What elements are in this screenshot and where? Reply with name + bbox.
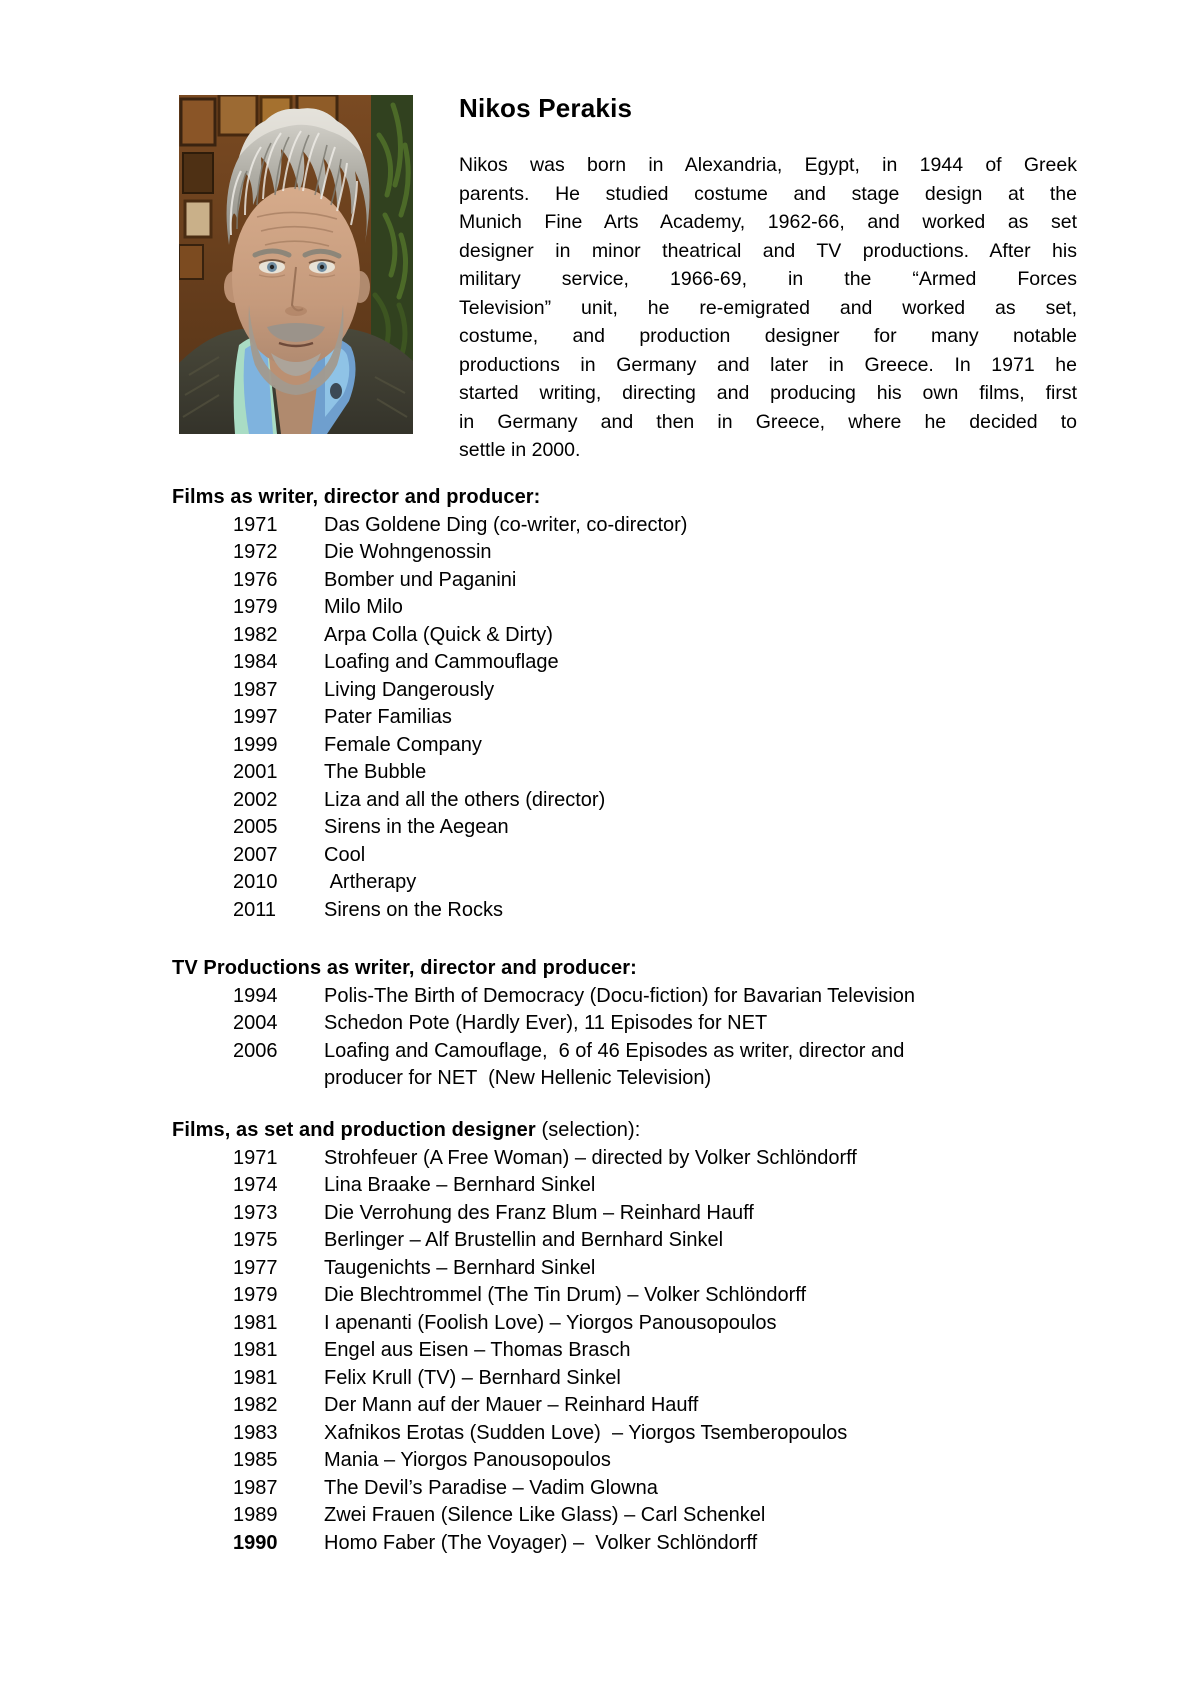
- row-title: Das Goldene Ding (co-writer, co-director): [324, 513, 688, 536]
- row-titles: [324, 1038, 1076, 1093]
- row-year: 1997: [233, 706, 278, 728]
- row-year: 1971: [233, 1146, 278, 1169]
- row-titles: [324, 1310, 1076, 1338]
- row-title: Zwei Frauen (Silence Like Glass) – Carl Schenkel: [324, 1504, 766, 1526]
- film-row: [172, 1010, 1077, 1038]
- row-year: 2005: [233, 816, 278, 838]
- row-title: Bomber und Paganini: [324, 568, 517, 591]
- row-title: Arpa Colla (Quick & Dirty): [324, 623, 553, 646]
- row-title: Felix Krull (TV) – Bernhard Sinkel: [324, 1366, 621, 1389]
- film-row: [172, 594, 1077, 622]
- bio-line: parents. He studied costume and stage design at the: [459, 182, 1077, 205]
- row-year: 1982: [233, 1394, 278, 1416]
- film-row: [172, 677, 1077, 705]
- row-titles: [324, 1282, 1076, 1310]
- film-row: [172, 1255, 1077, 1283]
- film-row: [172, 732, 1077, 760]
- film-list: [172, 983, 1077, 1093]
- bio-line: settle in 2000.: [459, 439, 581, 461]
- row-title: I apenanti (Foolish Love) – Yiorgos Panousopoulos: [324, 1311, 777, 1334]
- row-title: Pater Familias: [324, 706, 452, 728]
- row-titles: [324, 983, 1076, 1011]
- row-year: 1983: [233, 1421, 278, 1444]
- film-list: [172, 1145, 1077, 1558]
- row-titles: [324, 512, 1076, 540]
- row-title: Die Wohngenossin: [324, 541, 492, 563]
- row-titles: [324, 1337, 1076, 1365]
- row-year: 1987: [233, 1476, 278, 1499]
- row-titles: [324, 1475, 1076, 1503]
- row-titles: [324, 704, 1076, 732]
- film-row: [172, 1337, 1077, 1365]
- row-titles: [324, 1200, 1076, 1228]
- row-titles: [324, 1145, 1076, 1173]
- row-title: Polis-The Birth of Democracy (Docu-fiction) for Bavarian Television: [324, 984, 915, 1007]
- film-row: [172, 704, 1077, 732]
- film-row: [172, 539, 1077, 567]
- film-row: [172, 512, 1077, 540]
- row-title-continued: producer for NET (New Hellenic Television): [324, 1067, 712, 1089]
- film-row: [172, 787, 1077, 815]
- section-films-writer: [172, 484, 1077, 924]
- row-title: Schedon Pote (Hardly Ever), 11 Episodes for NET: [324, 1012, 768, 1034]
- row-title: Loafing and Cammouflage: [324, 651, 559, 673]
- row-year: 2006: [233, 1039, 278, 1062]
- film-row: [172, 1420, 1077, 1448]
- film-row: [172, 1530, 1077, 1558]
- row-title: Cool: [324, 843, 366, 866]
- row-year: 1981: [233, 1366, 278, 1389]
- section-heading-regular: (selection):: [535, 1119, 641, 1141]
- film-row: [172, 622, 1077, 650]
- page-title: Nikos Perakis: [459, 93, 633, 123]
- row-title: Living Dangerously: [324, 678, 495, 701]
- film-row: [172, 1227, 1077, 1255]
- row-year: 1985: [233, 1449, 278, 1471]
- portrait-photo: [179, 95, 413, 434]
- film-row: [172, 567, 1077, 595]
- film-row: [172, 1447, 1077, 1475]
- bio-line: designer in minor theatrical and TV productions. After his: [459, 239, 1077, 262]
- row-titles: [324, 1255, 1076, 1283]
- row-year: 2010: [233, 871, 278, 893]
- row-title: Der Mann auf der Mauer – Reinhard Hauff: [324, 1394, 699, 1416]
- row-year: 1982: [233, 623, 278, 646]
- row-titles: [324, 814, 1076, 842]
- row-year: 1976: [233, 568, 278, 591]
- row-year: 1974: [233, 1174, 278, 1196]
- row-title: Artherapy: [324, 871, 417, 893]
- row-year: 1972: [233, 541, 278, 563]
- film-row: [172, 1392, 1077, 1420]
- row-title: Homo Faber (The Voyager) – Volker Schlöndorff: [324, 1531, 758, 1554]
- film-row: [172, 1038, 1077, 1093]
- row-title: Liza and all the others (director): [324, 788, 606, 811]
- row-year: 1975: [233, 1229, 278, 1251]
- row-year: 1971: [233, 513, 278, 536]
- row-year: 1973: [233, 1201, 278, 1224]
- row-titles: [324, 1227, 1076, 1255]
- row-titles: [324, 622, 1076, 650]
- row-title: The Devil’s Paradise – Vadim Glowna: [324, 1476, 658, 1499]
- row-year: 2011: [233, 898, 277, 921]
- row-year: 1979: [233, 1284, 278, 1306]
- row-year: 1987: [233, 678, 278, 701]
- bio-line: Television” unit, he re-emigrated and worked as set,: [459, 296, 1077, 319]
- bio-line: military service, 1966-69, in the “Armed Forces: [459, 268, 1077, 290]
- row-year: 1999: [233, 733, 278, 756]
- row-titles: [324, 649, 1076, 677]
- row-titles: [324, 567, 1076, 595]
- bio-line: costume, and production designer for many notable: [459, 325, 1077, 347]
- row-titles: [324, 594, 1076, 622]
- bio-paragraph: [459, 151, 1077, 465]
- row-title: Die Verrohung des Franz Blum – Reinhard Hauff: [324, 1201, 754, 1224]
- bio-line: started writing, directing and producing his own films, first: [459, 382, 1077, 404]
- film-row: [172, 649, 1077, 677]
- row-title: Engel aus Eisen – Thomas Brasch: [324, 1339, 631, 1361]
- row-year: 1990: [233, 1531, 278, 1554]
- film-list: [172, 512, 1077, 925]
- row-year: 2002: [233, 788, 278, 811]
- film-row: [172, 1282, 1077, 1310]
- row-year: 1979: [233, 596, 278, 618]
- row-titles: [324, 869, 1076, 897]
- row-titles: [324, 1392, 1076, 1420]
- film-row: [172, 1310, 1077, 1338]
- row-titles: [324, 1420, 1076, 1448]
- row-year: 1994: [233, 984, 278, 1007]
- row-title: Sirens on the Rocks: [324, 898, 503, 921]
- row-titles: [324, 759, 1076, 787]
- section-heading: [172, 1117, 1077, 1145]
- film-row: [172, 1502, 1077, 1530]
- row-titles: [324, 1010, 1076, 1038]
- row-titles: [324, 1502, 1076, 1530]
- row-year: 1984: [233, 651, 278, 673]
- bio-line: Nikos was born in Alexandria, Egypt, in 1944 of Greek: [459, 154, 1077, 176]
- row-titles: [324, 897, 1076, 925]
- row-title: Loafing and Camouflage, 6 of 46 Episodes as writer, director and: [324, 1039, 905, 1062]
- film-row: [172, 1365, 1077, 1393]
- row-titles: [324, 732, 1076, 760]
- film-row: [172, 983, 1077, 1011]
- section-heading-bold: Films, as set and production designer: [172, 1119, 536, 1141]
- row-title: The Bubble: [324, 761, 427, 783]
- film-row: [172, 1145, 1077, 1173]
- section-tv-productions: [172, 955, 1077, 1093]
- row-year: 1977: [233, 1256, 278, 1279]
- film-row: [172, 1200, 1077, 1228]
- row-year: 1981: [233, 1339, 278, 1361]
- bio-line: productions in Germany and later in Greece. In 1971 he: [459, 353, 1077, 376]
- row-title: Die Blechtrommel (The Tin Drum) – Volker Schlöndorff: [324, 1284, 807, 1306]
- film-row: [172, 759, 1077, 787]
- film-row: [172, 1172, 1077, 1200]
- section-heading: TV Productions as writer, director and producer:: [172, 957, 637, 979]
- row-year: 2004: [233, 1012, 278, 1034]
- row-title: Strohfeuer (A Free Woman) – directed by Volker Schlöndorff: [324, 1146, 857, 1169]
- row-titles: [324, 787, 1076, 815]
- row-year: 2007: [233, 843, 278, 866]
- row-title: Berlinger – Alf Brustellin and Bernhard Sinkel: [324, 1229, 724, 1251]
- row-titles: [324, 677, 1076, 705]
- row-title: Mania – Yiorgos Panousopoulos: [324, 1449, 611, 1471]
- section-films-designer: [172, 1117, 1077, 1557]
- row-titles: [324, 1530, 1076, 1558]
- row-titles: [324, 1365, 1076, 1393]
- row-title: Taugenichts – Bernhard Sinkel: [324, 1256, 596, 1279]
- row-titles: [324, 1447, 1076, 1475]
- row-year: 1989: [233, 1504, 278, 1526]
- film-row: [172, 842, 1077, 870]
- bio-line: Munich Fine Arts Academy, 1962-66, and worked as set: [459, 211, 1077, 233]
- film-row: [172, 869, 1077, 897]
- film-row: [172, 1475, 1077, 1503]
- row-title: Lina Braake – Bernhard Sinkel: [324, 1174, 596, 1196]
- film-row: [172, 814, 1077, 842]
- row-title: Xafnikos Erotas (Sudden Love) – Yiorgos Tsemberopoulos: [324, 1421, 848, 1444]
- bio-line: in Germany and then in Greece, where he decided to: [459, 410, 1077, 433]
- row-title: Female Company: [324, 733, 482, 756]
- row-titles: [324, 842, 1076, 870]
- section-heading: Films as writer, director and producer:: [172, 486, 541, 508]
- film-row: [172, 897, 1077, 925]
- row-year: 1981: [233, 1311, 278, 1334]
- row-year: 2001: [233, 761, 278, 783]
- row-title: Milo Milo: [324, 596, 403, 618]
- row-titles: [324, 539, 1076, 567]
- row-title: Sirens in the Aegean: [324, 816, 509, 838]
- row-titles: [324, 1172, 1076, 1200]
